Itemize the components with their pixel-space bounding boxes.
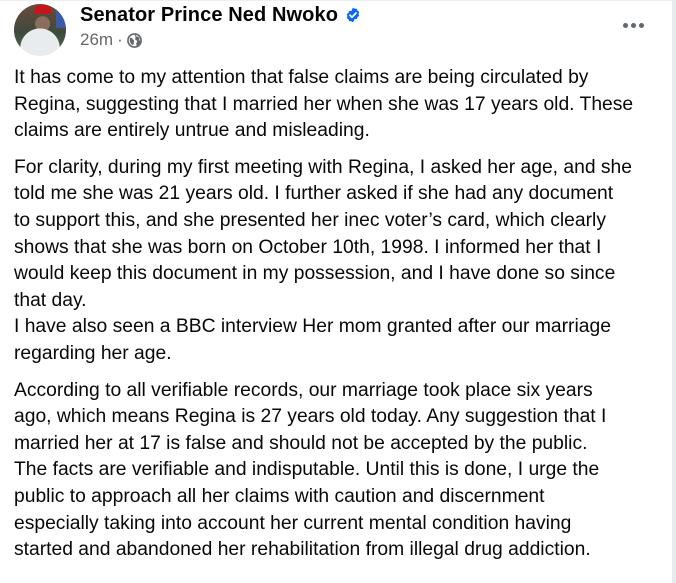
post-paragraph-1: [14, 65, 654, 145]
text-line: Regina, suggesting that I married her when she was 17 years old. These: [14, 93, 634, 115]
text-line: that day.: [14, 289, 87, 311]
more-options-button[interactable]: [618, 15, 648, 35]
more-options-dot-icon: [631, 23, 636, 28]
post-paragraph-2: [14, 155, 654, 368]
post-header: [0, 1, 670, 61]
globe-icon[interactable]: [127, 33, 142, 48]
avatar-cap-detail: [34, 5, 51, 14]
more-options-dot-icon: [639, 23, 644, 28]
text-line: public to approach all her claims with caution and discernment: [14, 485, 545, 507]
avatar[interactable]: [14, 4, 66, 56]
text-line: would keep this document in my possession, and I have done so since: [14, 263, 616, 285]
meta-separator: ·: [117, 30, 123, 49]
text-line: It has come to my attention that false claims are being circulated by: [14, 67, 589, 88]
text-line: married her at 17 is false and should not be accepted by the public.: [14, 432, 588, 454]
post-meta: [80, 29, 142, 51]
text-line: shows that she was born on October 10th, 1998. I informed her that I: [14, 236, 602, 258]
text-line: I have also seen a BBC interview Her mom granted after our marriage: [14, 316, 611, 338]
timestamp-link[interactable]: 26m: [80, 30, 114, 49]
post-body: [14, 65, 654, 574]
author-row: [80, 2, 361, 28]
text-line: told me she was 21 years old. I further asked if she had any document: [14, 183, 614, 205]
text-line: ago, which means Regina is 27 years old today. Any suggestion that I: [14, 406, 607, 428]
text-line: For clarity, during my first meeting with Regina, I asked her age, and she: [14, 156, 632, 178]
text-line: According to all verifiable records, our marriage took place six years: [14, 379, 593, 401]
avatar-flag-detail: [56, 8, 66, 28]
text-line: The facts are verifiable and indisputable. Until this is done, I urge the: [14, 459, 600, 481]
author-name-link[interactable]: Senator Prince Ned Nwoko: [80, 3, 339, 26]
post-paragraph-3: [14, 378, 654, 564]
text-line: regarding her age.: [14, 342, 172, 364]
more-options-dot-icon: [623, 23, 628, 28]
text-line: started and abandoned her rehabilitation from illegal drug addiction.: [14, 539, 591, 561]
text-line: claims are entirely untrue and misleading.: [14, 120, 370, 142]
verified-badge-icon: [345, 7, 361, 23]
text-line: to support this, and she presented her inec voter’s card, which clearly: [14, 209, 606, 231]
text-line: especially taking into account her current mental condition having: [14, 512, 572, 534]
